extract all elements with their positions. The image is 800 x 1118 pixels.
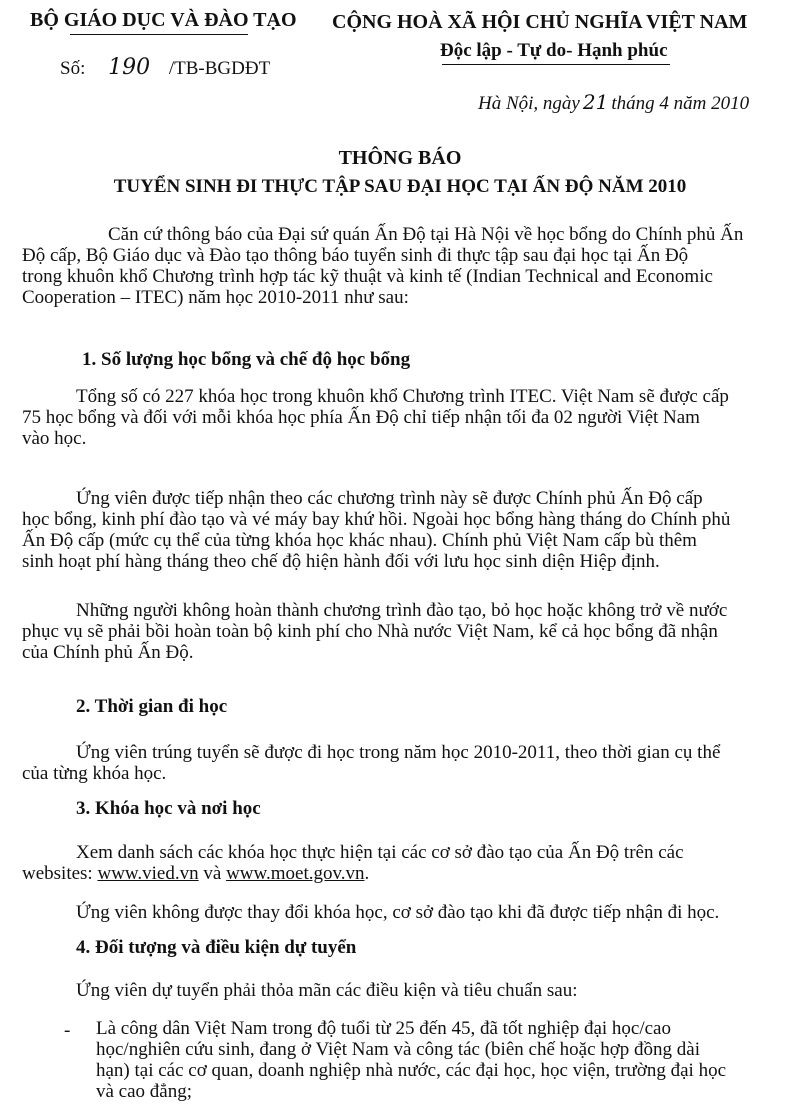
motto-underline [442,64,670,65]
section-line: Ấn Độ cấp (mức cụ thể của từng khóa học khác nhau). Chính phủ Việt Nam cấp bù thêm [22,530,697,551]
section-4-bullet-1 [96,1018,784,1102]
number-suffix: /TB-BGDĐT [168,58,271,79]
section-4-paragraph [22,980,782,1001]
handwritten-number: 190 [108,55,151,80]
intro-line: Cooperation – ITEC) năm học 2010-2011 như sau: [22,287,409,308]
section-1-paragraph-2 [22,488,782,572]
bullet-line: và cao đẳng; [96,1081,193,1102]
handwritten-day: 21 [582,90,609,114]
bullet-line: hạn) tại các cơ quan, doanh nghiệp nhà nước, các đại học, học viện, trường đại học [96,1060,727,1081]
intro-line: Độ cấp, Bộ Giáo dục và Đào tạo thông báo tuyển sinh đi thực tập sau đại học tại Ấn Độ [22,245,689,266]
section-line: Ứng viên trúng tuyển sẽ được đi học trong năm học 2010-2011, theo thời gian cụ thể [76,742,721,763]
bullet-marker: - [64,1020,71,1041]
section-2-paragraph [22,742,782,784]
national-motto: Độc lập - Tự do- Hạnh phúc [440,40,668,61]
date-suffix: tháng 4 năm 2010 [611,93,750,114]
document-subtitle: TUYỂN SINH ĐI THỰC TẬP SAU ĐẠI HỌC TẠI ẤN ĐỘ NĂM 2010 [113,176,687,197]
section-4-heading: 4. Đối tượng và điều kiện dự tuyển [76,937,357,958]
section-3-heading: 3. Khóa học và nơi học [76,798,261,819]
section-line: Ứng viên không được thay đổi khóa học, cơ sở đào tạo khi đã được tiếp nhận đi học. [76,902,720,923]
section-3-paragraph-1 [22,842,782,884]
section-line: Tổng số có 227 khóa học trong khuôn khổ Chương trình ITEC. Việt Nam sẽ được cấp [76,386,729,407]
section-line [22,863,782,884]
issue-date [478,92,749,114]
section-line: vào học. [22,428,87,449]
intro-line: trong khuôn khổ Chương trình hợp tác kỹ thuật và kinh tế (Indian Technical and Economic [22,266,713,287]
issuing-organization: BỘ GIÁO DỤC VÀ ĐÀO TẠO [30,9,297,31]
org-underline [70,34,248,35]
section-3-paragraph-2 [22,902,782,923]
intro-line: Căn cứ thông báo của Đại sứ quán Ấn Độ tại Hà Nội về học bổng do Chính phủ Ấn [108,224,744,245]
section-1-paragraph-1 [22,386,782,449]
intro-paragraph [22,224,782,308]
link-moet[interactable]: www.moet.gov.vn [226,863,365,884]
country-title: CỘNG HOÀ XÃ HỘI CHỦ NGHĨA VIỆT NAM [332,11,748,33]
section-1-heading: 1. Số lượng học bổng và chế độ học bổng [82,349,411,370]
section-line: Ứng viên dự tuyển phải thỏa mãn các điều kiện và tiêu chuẩn sau: [76,980,578,1001]
section-line: Ứng viên được tiếp nhận theo các chương trình này sẽ được Chính phủ Ấn Độ cấp [76,488,703,509]
section-line: Những người không hoàn thành chương trình đào tạo, bỏ học hoặc không trở về nước [76,600,728,621]
section-line: phục vụ sẽ phải bồi hoàn toàn bộ kinh phí cho Nhà nước Việt Nam, kể cả học bổng đã nhận [22,621,718,642]
link-suffix: . [364,863,370,884]
bullet-line: học/nghiên cứu sinh, đang ở Việt Nam và công tác (biên chế hoặc hợp đồng dài [96,1039,701,1060]
link-vied[interactable]: www.vied.vn [97,863,199,884]
document-number [60,57,270,79]
section-line: học bổng, kinh phí đào tạo và vé máy bay khứ hồi. Ngoài học bổng hàng tháng do Chính phủ [22,509,731,530]
section-line: Xem danh sách các khóa học thực hiện tại các cơ sở đào tạo của Ấn Độ trên các [76,842,684,863]
section-line: của từng khóa học. [22,763,167,784]
section-line: sinh hoạt phí hàng tháng theo chế độ hiện hành đối với lưu học sinh diện Hiệp định. [22,551,660,572]
date-prefix: Hà Nội, ngày [478,93,580,114]
bullet-line: Là công dân Việt Nam trong độ tuổi từ 25 đến 45, đã tốt nghiệp đại học/cao [96,1018,671,1039]
document-title: THÔNG BÁO [338,147,462,169]
section-2-heading: 2. Thời gian đi học [76,696,228,717]
link-joiner: và [198,863,227,884]
websites-label: websites: [22,863,98,884]
section-1-paragraph-3 [22,600,782,663]
number-prefix: Số: [60,58,86,79]
section-line: 75 học bổng và đối với mỗi khóa học phía Ấn Độ chỉ tiếp nhận tối đa 02 người Việt Nam [22,407,700,428]
section-line: của Chính phủ Ấn Độ. [22,642,194,663]
